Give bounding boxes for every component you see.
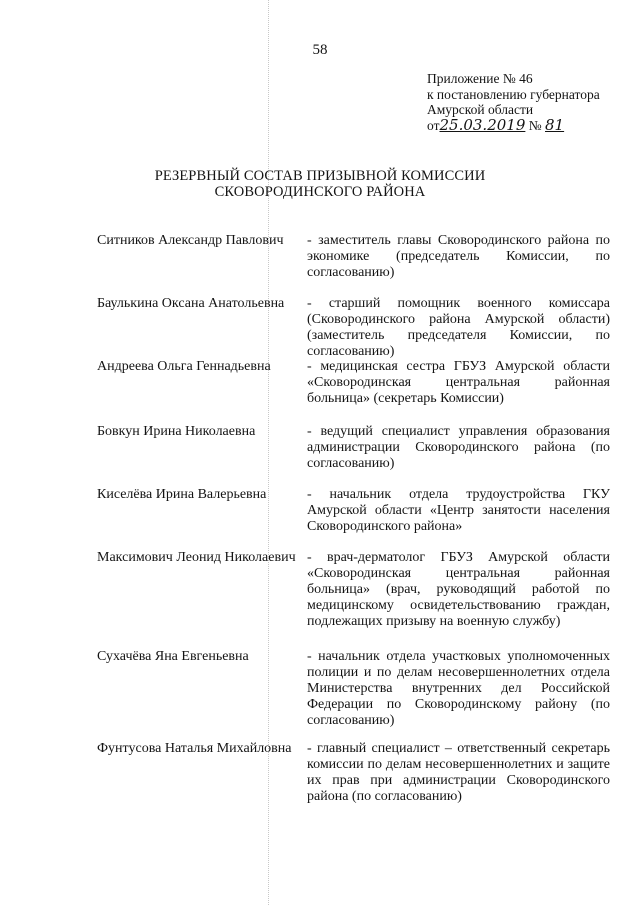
- member-role: - заместитель главы Сковородинского района по экономике (председатель Комиссии, по согласованию): [307, 233, 610, 280]
- member-role: - главный специалист – ответственный секретарь комиссии по делам несовершеннолетних и защите их прав при администрации Сковородинского района (по согласованию): [307, 741, 610, 804]
- handwritten-date: 25.03.2019: [439, 115, 526, 134]
- appendix-decree: к постановлению губернатора: [427, 86, 600, 102]
- appendix-date-line: [427, 115, 627, 134]
- document-title: [0, 168, 640, 200]
- member-name: Сухачёва Яна Евгеньевна: [97, 649, 249, 664]
- member-name: Бовкун Ирина Николаевна: [97, 424, 256, 439]
- title-line-1: РЕЗЕРВНЫЙ СОСТАВ ПРИЗЫВНОЙ КОМИССИИ: [154, 168, 486, 184]
- handwritten-number: 81: [545, 115, 565, 134]
- member-name: Андреева Ольга Геннадьевна: [97, 359, 271, 374]
- member-name: Киселёва Ирина Валерьевна: [97, 487, 267, 502]
- member-role: - медицинская сестра ГБУЗ Амурской области «Сковородинская центральная районная больница» (секретарь Комиссии): [307, 359, 610, 406]
- member-name: Максимович Леонид Николаевич: [97, 550, 296, 565]
- member-name: Баулькина Оксана Анатольевна: [97, 296, 285, 311]
- appendix-block: [427, 71, 627, 133]
- member-role: - начальник отдела трудоустройства ГКУ Амурской области «Центр занятости населения Сковородинского района»: [307, 487, 610, 534]
- member-name: Ситников Александр Павлович: [97, 233, 284, 248]
- member-role: - начальник отдела участковых уполномоченных полиции и по делам несовершеннолетних отдела Министерства внутренних дел Российской Федерации по Сковородинскому району (по согласованию): [307, 649, 610, 728]
- member-role: - ведущий специалист управления образования администрации Сковородинского района (по согласованию): [307, 424, 610, 471]
- member-role: - врач-дерматолог ГБУЗ Амурской области «Сковородинская центральная районная больница» (врач, руководящий работой по медицинскому освидетельствованию граждан, подлежащих призыву на военную службу): [307, 550, 610, 629]
- title-line-2: СКОВОРОДИНСКОГО РАЙОНА: [214, 184, 426, 200]
- date-prefix: от: [427, 117, 440, 133]
- number-sign: №: [528, 117, 542, 133]
- page-number: 58: [312, 42, 328, 58]
- member-name: Фунтусова Наталья Михайловна: [97, 741, 292, 756]
- appendix-region: Амурской области: [427, 102, 534, 117]
- appendix-title: Приложение № 46: [427, 71, 533, 86]
- scan-fold-line: [268, 0, 269, 905]
- member-role: - старший помощник военного комиссара (Сковородинского района Амурской области) (заместитель председателя Комиссии, по согласованию): [307, 296, 610, 359]
